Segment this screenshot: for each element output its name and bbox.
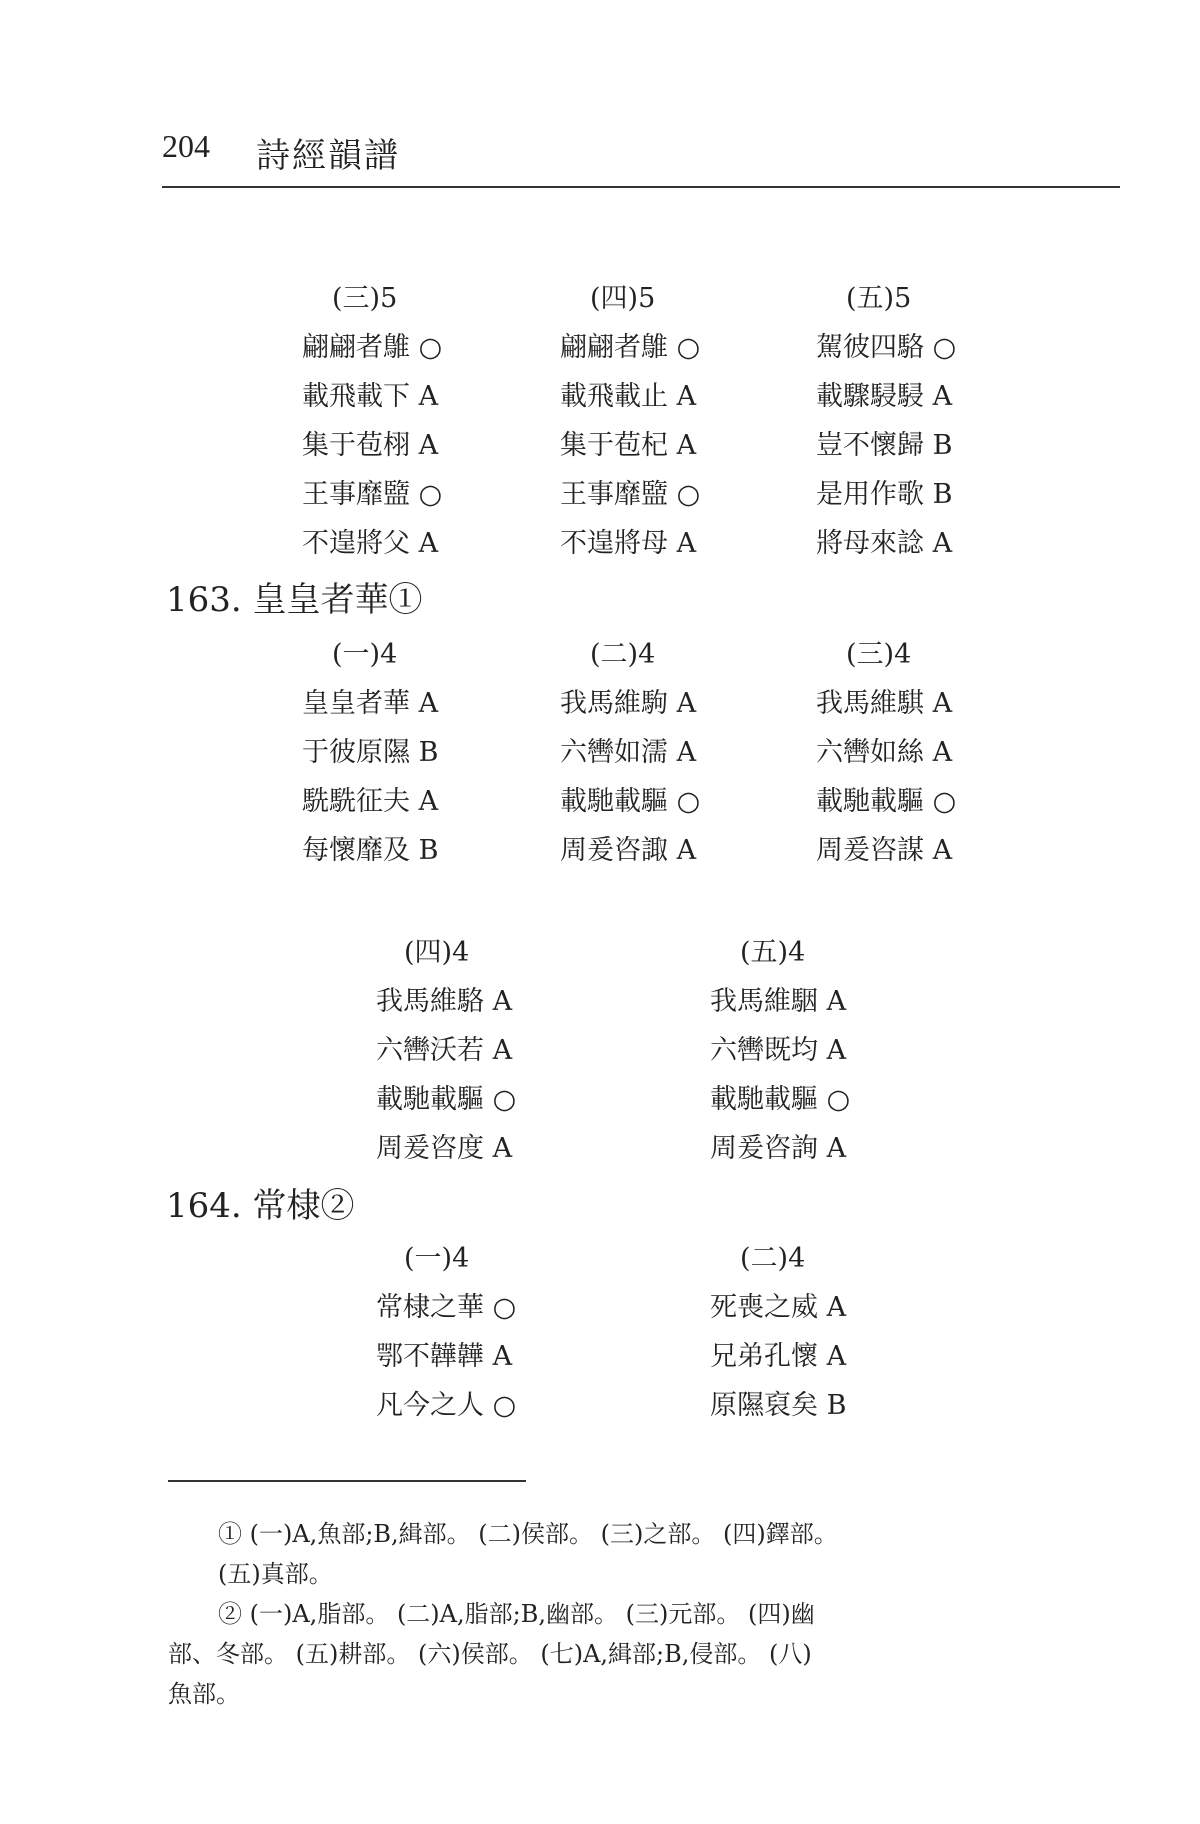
poem-title: 163. 皇皇者華① <box>166 580 423 620</box>
stanza-label: (四)4 <box>404 937 470 968</box>
verse-line: 我馬維騏 A <box>816 688 953 719</box>
verse-line: 于彼原隰 B <box>302 737 439 768</box>
verse-line: 王事靡盬 ○ <box>560 479 701 510</box>
stanza-label: (一)4 <box>332 639 398 670</box>
verse-line: 周爰咨諏 A <box>560 835 697 866</box>
verse-line: 六轡如絲 A <box>816 737 953 768</box>
verse-line: 載飛載下 A <box>302 381 439 412</box>
stanza-label: (五)4 <box>740 937 806 968</box>
stanza-label: (二)4 <box>740 1243 806 1274</box>
verse-line: 我馬維駰 A <box>710 986 847 1017</box>
footnote-line: 魚部。 <box>168 1680 240 1708</box>
verse-line: 不遑將母 A <box>560 528 697 559</box>
verse-line: 載驟駸駸 A <box>816 381 953 412</box>
footnote-line: 部、冬部。 (五)耕部。 (六)侯部。 (七)A,緝部;B,侵部。 (八) <box>168 1640 812 1668</box>
verse-line: 翩翩者鵻 ○ <box>302 332 443 363</box>
verse-line: 六轡既均 A <box>710 1035 847 1066</box>
header-rule <box>162 186 1120 188</box>
stanza-label: (一)4 <box>404 1243 470 1274</box>
verse-line: 載馳載驅 ○ <box>816 786 957 817</box>
stanza-label: (三)5 <box>332 283 398 314</box>
verse-line: 周爰咨謀 A <box>816 835 953 866</box>
verse-line: 集于苞杞 A <box>560 430 697 461</box>
verse-line: 王事靡盬 ○ <box>302 479 443 510</box>
verse-line: 周爰咨詢 A <box>710 1133 847 1164</box>
verse-line: 死喪之威 A <box>710 1292 847 1323</box>
verse-line: 載馳載驅 ○ <box>560 786 701 817</box>
verse-line: 豈不懷歸 B <box>816 430 953 461</box>
verse-line: 載飛載止 A <box>560 381 697 412</box>
verse-line: 不遑將父 A <box>302 528 439 559</box>
verse-line: 六轡沃若 A <box>376 1035 513 1066</box>
verse-line: 原隰裒矣 B <box>710 1390 847 1421</box>
verse-line: 每懷靡及 B <box>302 835 439 866</box>
verse-line: 鄂不韡韡 A <box>376 1341 513 1372</box>
poem-title: 164. 常棣② <box>166 1186 355 1226</box>
verse-line: 將母來諗 A <box>816 528 953 559</box>
verse-line: 駕彼四駱 ○ <box>816 332 957 363</box>
stanza-label: (三)4 <box>846 639 912 670</box>
book-title: 詩經韻譜 <box>256 136 400 176</box>
verse-line: 兄弟孔懷 A <box>710 1341 847 1372</box>
footnote-line: ① (一)A,魚部;B,緝部。 (二)侯部。 (三)之部。 (四)鐸部。 <box>218 1520 838 1548</box>
stanza-label: (五)5 <box>846 283 912 314</box>
verse-line: 常棣之華 ○ <box>376 1292 517 1323</box>
verse-line: 周爰咨度 A <box>376 1133 513 1164</box>
verse-line: 載馳載驅 ○ <box>710 1084 851 1115</box>
verse-line: 載馳載驅 ○ <box>376 1084 517 1115</box>
verse-line: 皇皇者華 A <box>302 688 439 719</box>
footnote-line: ② (一)A,脂部。 (二)A,脂部;B,幽部。 (三)元部。 (四)幽 <box>218 1600 815 1628</box>
verse-line: 我馬維駒 A <box>560 688 697 719</box>
footnote-rule <box>168 1480 526 1482</box>
verse-line: 是用作歌 B <box>816 479 953 510</box>
verse-line: 凡今之人 ○ <box>376 1390 517 1421</box>
verse-line: 翩翩者鵻 ○ <box>560 332 701 363</box>
verse-line: 駪駪征夫 A <box>302 786 439 817</box>
verse-line: 我馬維駱 A <box>376 986 513 1017</box>
footnote-line: (五)真部。 <box>218 1560 333 1588</box>
verse-line: 六轡如濡 A <box>560 737 697 768</box>
stanza-label: (二)4 <box>590 639 656 670</box>
stanza-label: (四)5 <box>590 283 656 314</box>
page-number: 204 <box>162 128 210 164</box>
verse-line: 集于苞栩 A <box>302 430 439 461</box>
